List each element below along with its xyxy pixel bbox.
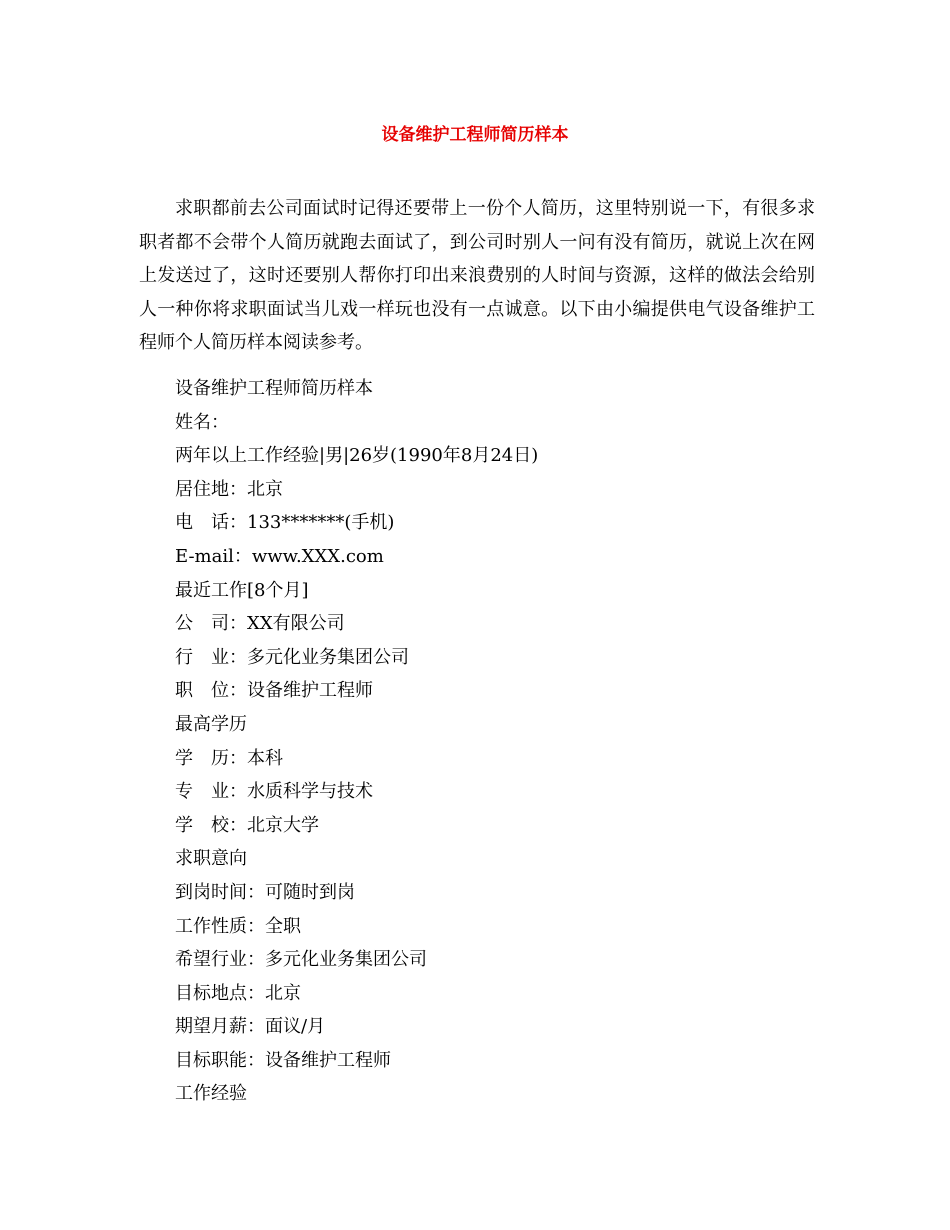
resume-line: E-mail：www.XXX.com bbox=[175, 545, 384, 567]
resume-line: 求职意向 bbox=[175, 848, 247, 870]
resume-line: 最高学历 bbox=[175, 713, 247, 735]
resume-line: 居住地：北京 bbox=[175, 478, 283, 500]
resume-line: 目标职能：设备维护工程师 bbox=[175, 1049, 391, 1071]
resume-line: 到岗时间：可随时到岗 bbox=[175, 881, 355, 903]
resume-line: 公 司：XX有限公司 bbox=[175, 613, 345, 635]
document-title: 设备维护工程师简历样本 bbox=[381, 125, 569, 145]
resume-line: 姓名： bbox=[175, 411, 229, 433]
resume-line: 学 历：本科 bbox=[175, 747, 283, 769]
resume-line: 工作性质：全职 bbox=[175, 915, 301, 937]
resume-line: 电 话：133*******(手机) bbox=[175, 512, 395, 534]
resume-line: 设备维护工程师简历样本 bbox=[175, 378, 373, 399]
resume-line: 职 位：设备维护工程师 bbox=[175, 680, 373, 702]
resume-line: 期望月薪：面议/月 bbox=[175, 1016, 326, 1038]
resume-line: 专 业：水质科学与技术 bbox=[175, 781, 373, 803]
resume-line: 工作经验 bbox=[175, 1083, 247, 1105]
intro-paragraph: 求职都前去公司面试时记得还要带上一份个人简历，这里特别说一下，有很多求职者都不会带个人简历就跑去面试了，到公司时别人一问有没有简历，就说上次在网上发送过了，这时还要别人帮你打印出来浪费别的人时间与资源，这样的做法会给别人一种你将求职面试当儿戏一样玩也没有一点诚意。以下由小编提供电气设备维护工程师个人简历样本阅读参考。 bbox=[139, 198, 815, 353]
resume-line: 两年以上工作经验|男|26岁(1990年8月24日) bbox=[175, 445, 539, 467]
resume-line: 目标地点：北京 bbox=[175, 982, 301, 1004]
resume-line: 学 校：北京大学 bbox=[175, 814, 319, 836]
resume-line: 行 业：多元化业务集团公司 bbox=[175, 646, 409, 668]
resume-line: 最近工作[8个月] bbox=[175, 579, 309, 601]
resume-lines bbox=[175, 372, 815, 1111]
resume-line: 希望行业：多元化业务集团公司 bbox=[175, 949, 427, 971]
